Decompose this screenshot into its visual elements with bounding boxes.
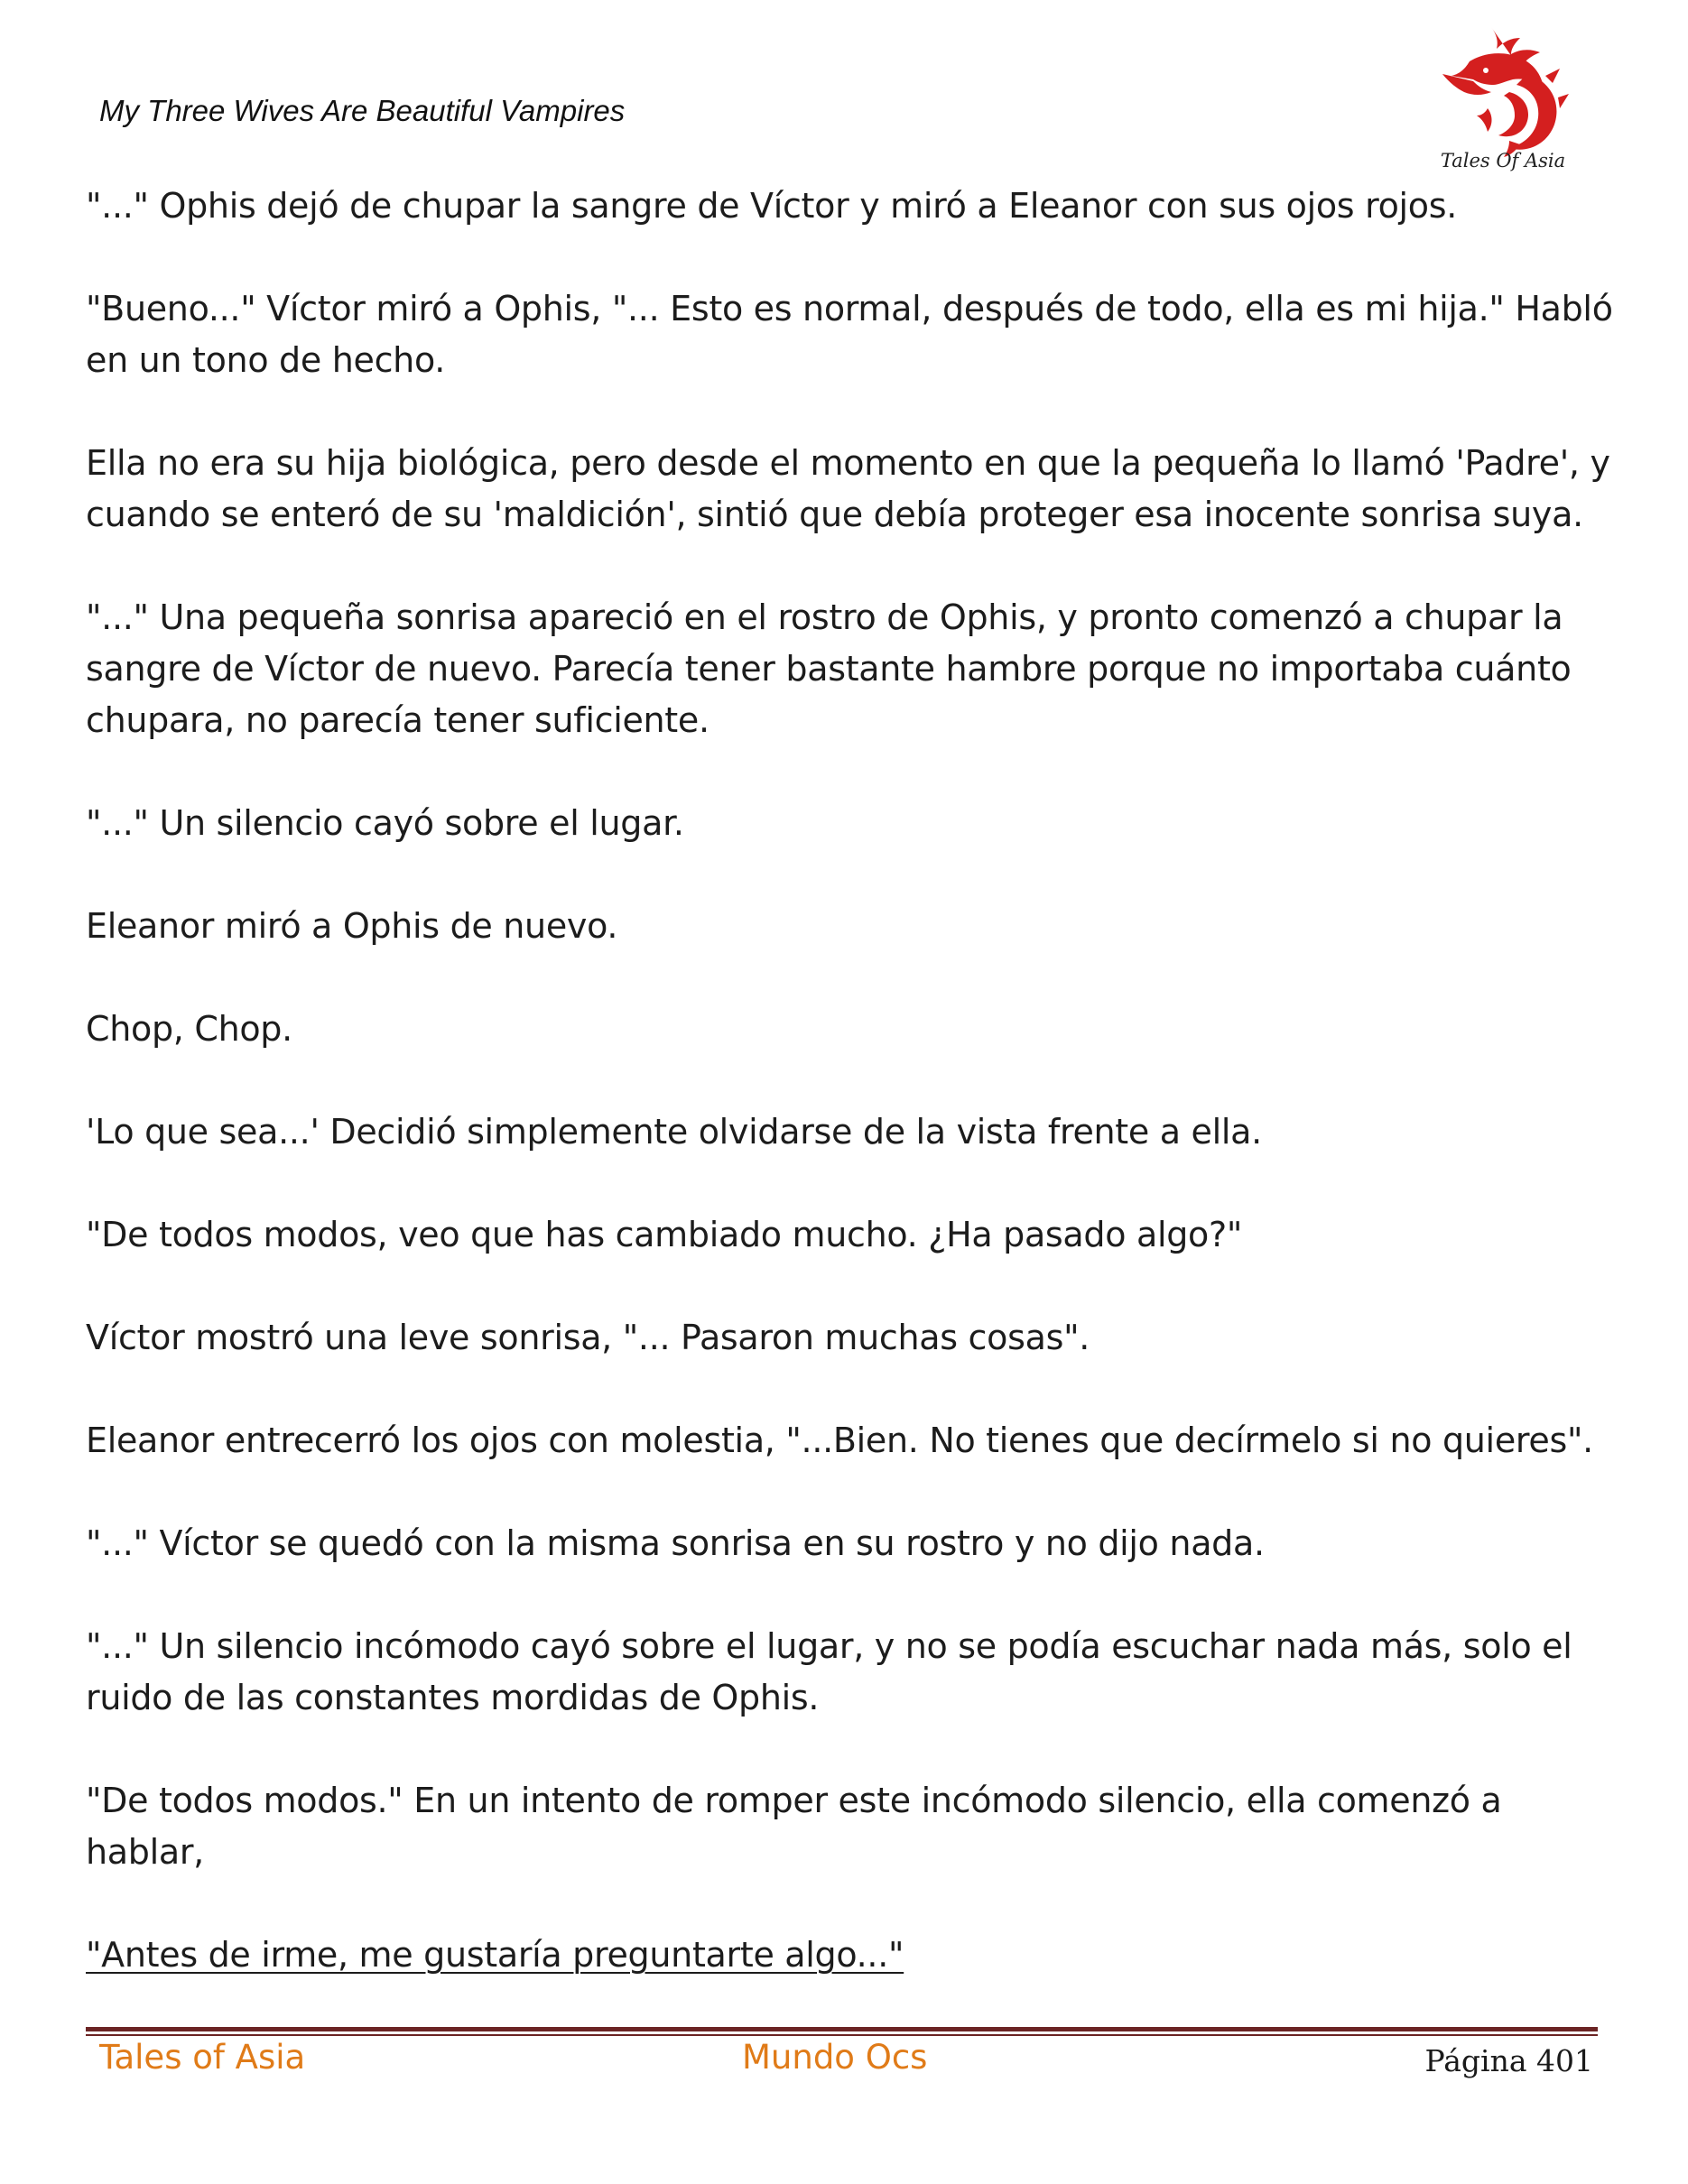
paragraph: 'Lo que sea...' Decidió simplemente olvidarse de la vista frente a ella. <box>86 1112 1262 1152</box>
paragraph: "..." Ophis dejó de chupar la sangre de Víctor y miró a Eleanor con sus ojos rojos. <box>86 186 1457 226</box>
paragraph: Eleanor entrecerró los ojos con molestia, "...Bien. No tienes que decírmelo si no quieres". <box>86 1421 1593 1460</box>
logo-text: Tales Of Asia <box>1440 150 1566 171</box>
footer-rule-thin <box>86 2034 1598 2036</box>
paragraph: "..." Un silencio cayó sobre el lugar. <box>86 803 684 843</box>
paragraph: "Bueno..." Víctor miró a Ophis, "... Esto es normal, después de todo, ella es mi hija." Habló en un tono de hecho. <box>86 289 1613 380</box>
red-dragon-icon <box>1433 22 1569 157</box>
footer-rule <box>86 2027 1598 2031</box>
paragraph: Chop, Chop. <box>86 1009 292 1049</box>
paragraph: "Antes de irme, me gustaría preguntarte algo..." <box>86 1935 904 1975</box>
paragraph: "De todos modos." En un intento de romper este incómodo silencio, ella comenzó a hablar, <box>86 1781 1502 1872</box>
paragraph: Eleanor miró a Ophis de nuevo. <box>86 906 618 946</box>
paragraph: Víctor mostró una leve sonrisa, "... Pasaron muchas cosas". <box>86 1318 1090 1357</box>
book-title: My Three Wives Are Beautiful Vampires <box>99 94 626 127</box>
paragraph: Ella no era su hija biológica, pero desde el momento en que la pequeña lo llamó 'Padre', y cuando se enteró de su 'maldición', sintió que debía proteger esa inocente sonrisa suya. <box>86 443 1610 534</box>
chapter-body <box>86 180 1620 2032</box>
footer-site-name: Tales of Asia <box>99 2038 306 2077</box>
footer-section-name: Mundo Ocs <box>742 2038 928 2077</box>
paragraph: "..." Un silencio incómodo cayó sobre el lugar, y no se podía escuchar nada más, solo el ruido de las constantes mordidas de Ophis. <box>86 1626 1572 1717</box>
paragraph: "De todos modos, veo que has cambiado mucho. ¿Ha pasado algo?" <box>86 1215 1243 1254</box>
paragraph: "..." Una pequeña sonrisa apareció en el rostro de Ophis, y pronto comenzó a chupar la sangre de Víctor de nuevo. Parecía tener bastante hambre porque no importaba cuánto chupara, no parecía tener suficiente. <box>86 597 1572 740</box>
tales-of-asia-logo <box>1433 22 1569 182</box>
page-number: Página 401 <box>1424 2043 1593 2078</box>
paragraph: "..." Víctor se quedó con la misma sonrisa en su rostro y no dijo nada. <box>86 1523 1265 1563</box>
